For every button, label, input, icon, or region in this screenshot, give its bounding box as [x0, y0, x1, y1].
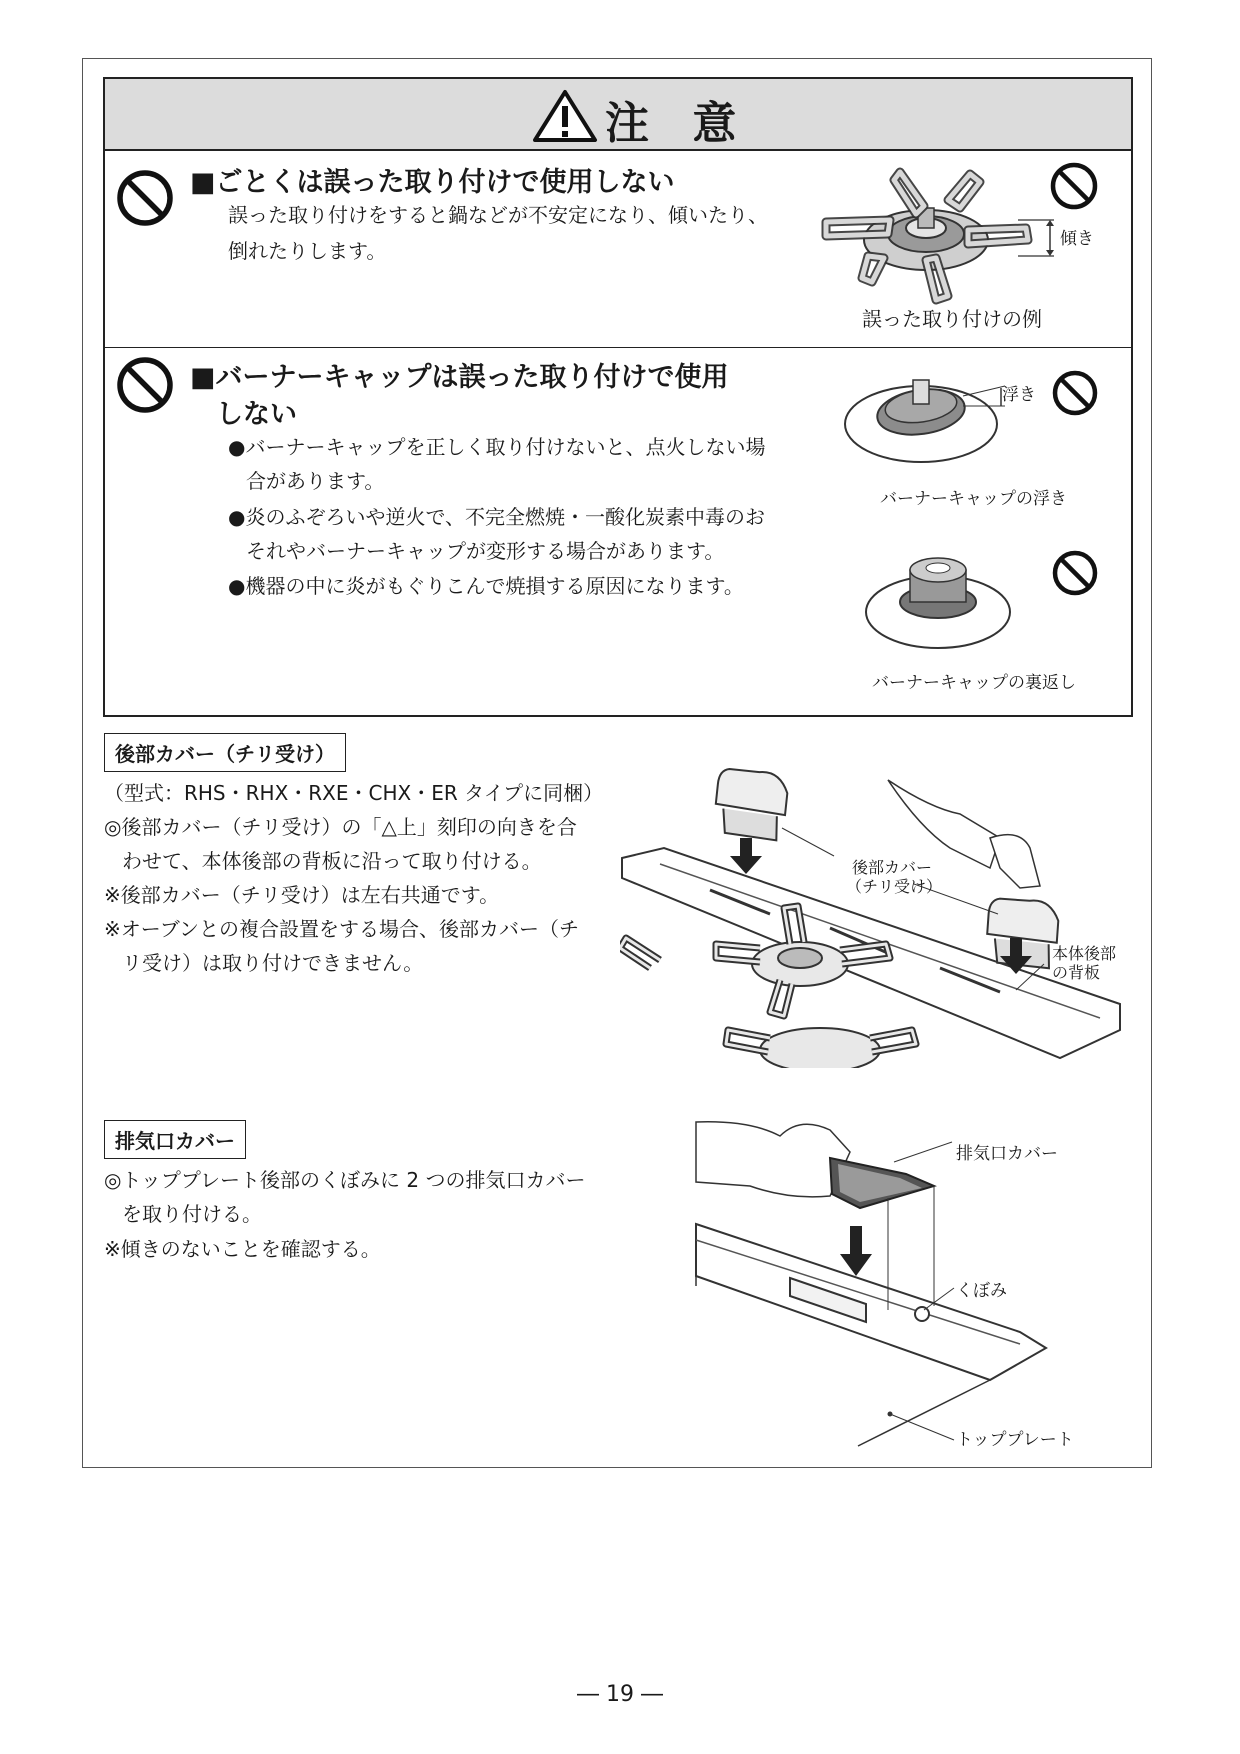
- recess-callout: くぼみ: [956, 1281, 1007, 1301]
- caution-divider: [105, 347, 1131, 348]
- burner-cap-floating-illustration: [835, 362, 1035, 472]
- item1-body-line2: 倒れたりします。: [228, 239, 387, 263]
- exhaust-cover-callout: 排気口カバー: [956, 1144, 1058, 1164]
- rear-cover-line3: わせて、本体後部の背板に沿って取り付ける。: [122, 849, 542, 873]
- rear-cover-line6: リ受け）は取り付けできません。: [122, 951, 424, 975]
- prohibited-icon: [115, 355, 175, 415]
- rear-cover-callout-line2: （チリ受け）: [846, 877, 943, 896]
- rear-cover-installation-illustration: [620, 768, 1130, 1068]
- item1-heading: ■ごとくは誤った取り付けで使用しない: [190, 167, 675, 198]
- item1-tilt-label: 傾き: [1060, 229, 1094, 249]
- rear-cover-line4: ※後部カバー（チリ受け）は左右共通です。: [104, 883, 500, 907]
- item1-body-line1: 誤った取り付けをすると鍋などが不安定になり、傾いたり、: [228, 203, 768, 227]
- exhaust-cover-line1: ◎トッププレート後部のくぼみに 2 つの排気口カバー: [104, 1168, 586, 1192]
- item2-heading-line2: しない: [216, 399, 297, 430]
- prohibited-icon: [115, 168, 175, 228]
- backplate-callout-line2: の背板: [1052, 963, 1101, 982]
- caution-title: 注 意: [605, 98, 751, 149]
- item2-bullet2-line1: ●炎のふぞろいや逆火で、不完全燃焼・一酸化炭素中毒のお: [228, 505, 766, 529]
- item2-caption1: バーナーキャップの浮き: [880, 489, 1067, 509]
- item2-float-label: 浮き: [1002, 385, 1036, 405]
- item2-bullet1-line1: ●バーナーキャップを正しく取り付けないと、点火しない場: [228, 435, 766, 459]
- page-number: ― 19 ―: [577, 1682, 663, 1707]
- rear-cover-line1: （型式：RHS・RHX・RXE・CHX・ER タイプに同梱）: [104, 781, 604, 805]
- backplate-callout-line1: 本体後部: [1052, 944, 1117, 963]
- rear-cover-callout-line1: 後部カバー: [852, 858, 933, 877]
- burner-cap-upside-down-illustration: [860, 540, 1020, 660]
- item1-caption: 誤った取り付けの例: [862, 307, 1042, 331]
- item2-bullet2-line2: それやバーナーキャップが変形する場合があります。: [246, 539, 725, 563]
- exhaust-cover-line2: を取り付ける。: [122, 1202, 262, 1226]
- item2-caption2: バーナーキャップの裏返し: [872, 673, 1076, 693]
- item2-bullet3: ●機器の中に炎がもぐりこんで焼損する原因になります。: [228, 574, 744, 598]
- exhaust-cover-line3: ※傾きのないことを確認する。: [104, 1237, 381, 1261]
- caution-header: [105, 79, 1131, 151]
- prohibited-icon: [1050, 368, 1100, 418]
- prohibited-icon: [1048, 160, 1100, 212]
- rear-cover-section-label: 後部カバー（チリ受け）: [104, 733, 346, 772]
- item2-heading-line1: ■バーナーキャップは誤った取り付けで使用: [190, 362, 729, 393]
- prohibited-icon: [1050, 548, 1100, 598]
- exhaust-cover-section-label: 排気口カバー: [104, 1120, 246, 1159]
- item2-bullet1-line2: 合があります。: [246, 469, 385, 493]
- warning-triangle-icon: [532, 89, 598, 143]
- top-plate-callout: トッププレート: [956, 1430, 1074, 1450]
- rear-cover-line2: ◎後部カバー（チリ受け）の「△上」刻印の向きを合: [104, 815, 577, 839]
- rear-cover-line5: ※オーブンとの複合設置をする場合、後部カバー（チ: [104, 917, 579, 941]
